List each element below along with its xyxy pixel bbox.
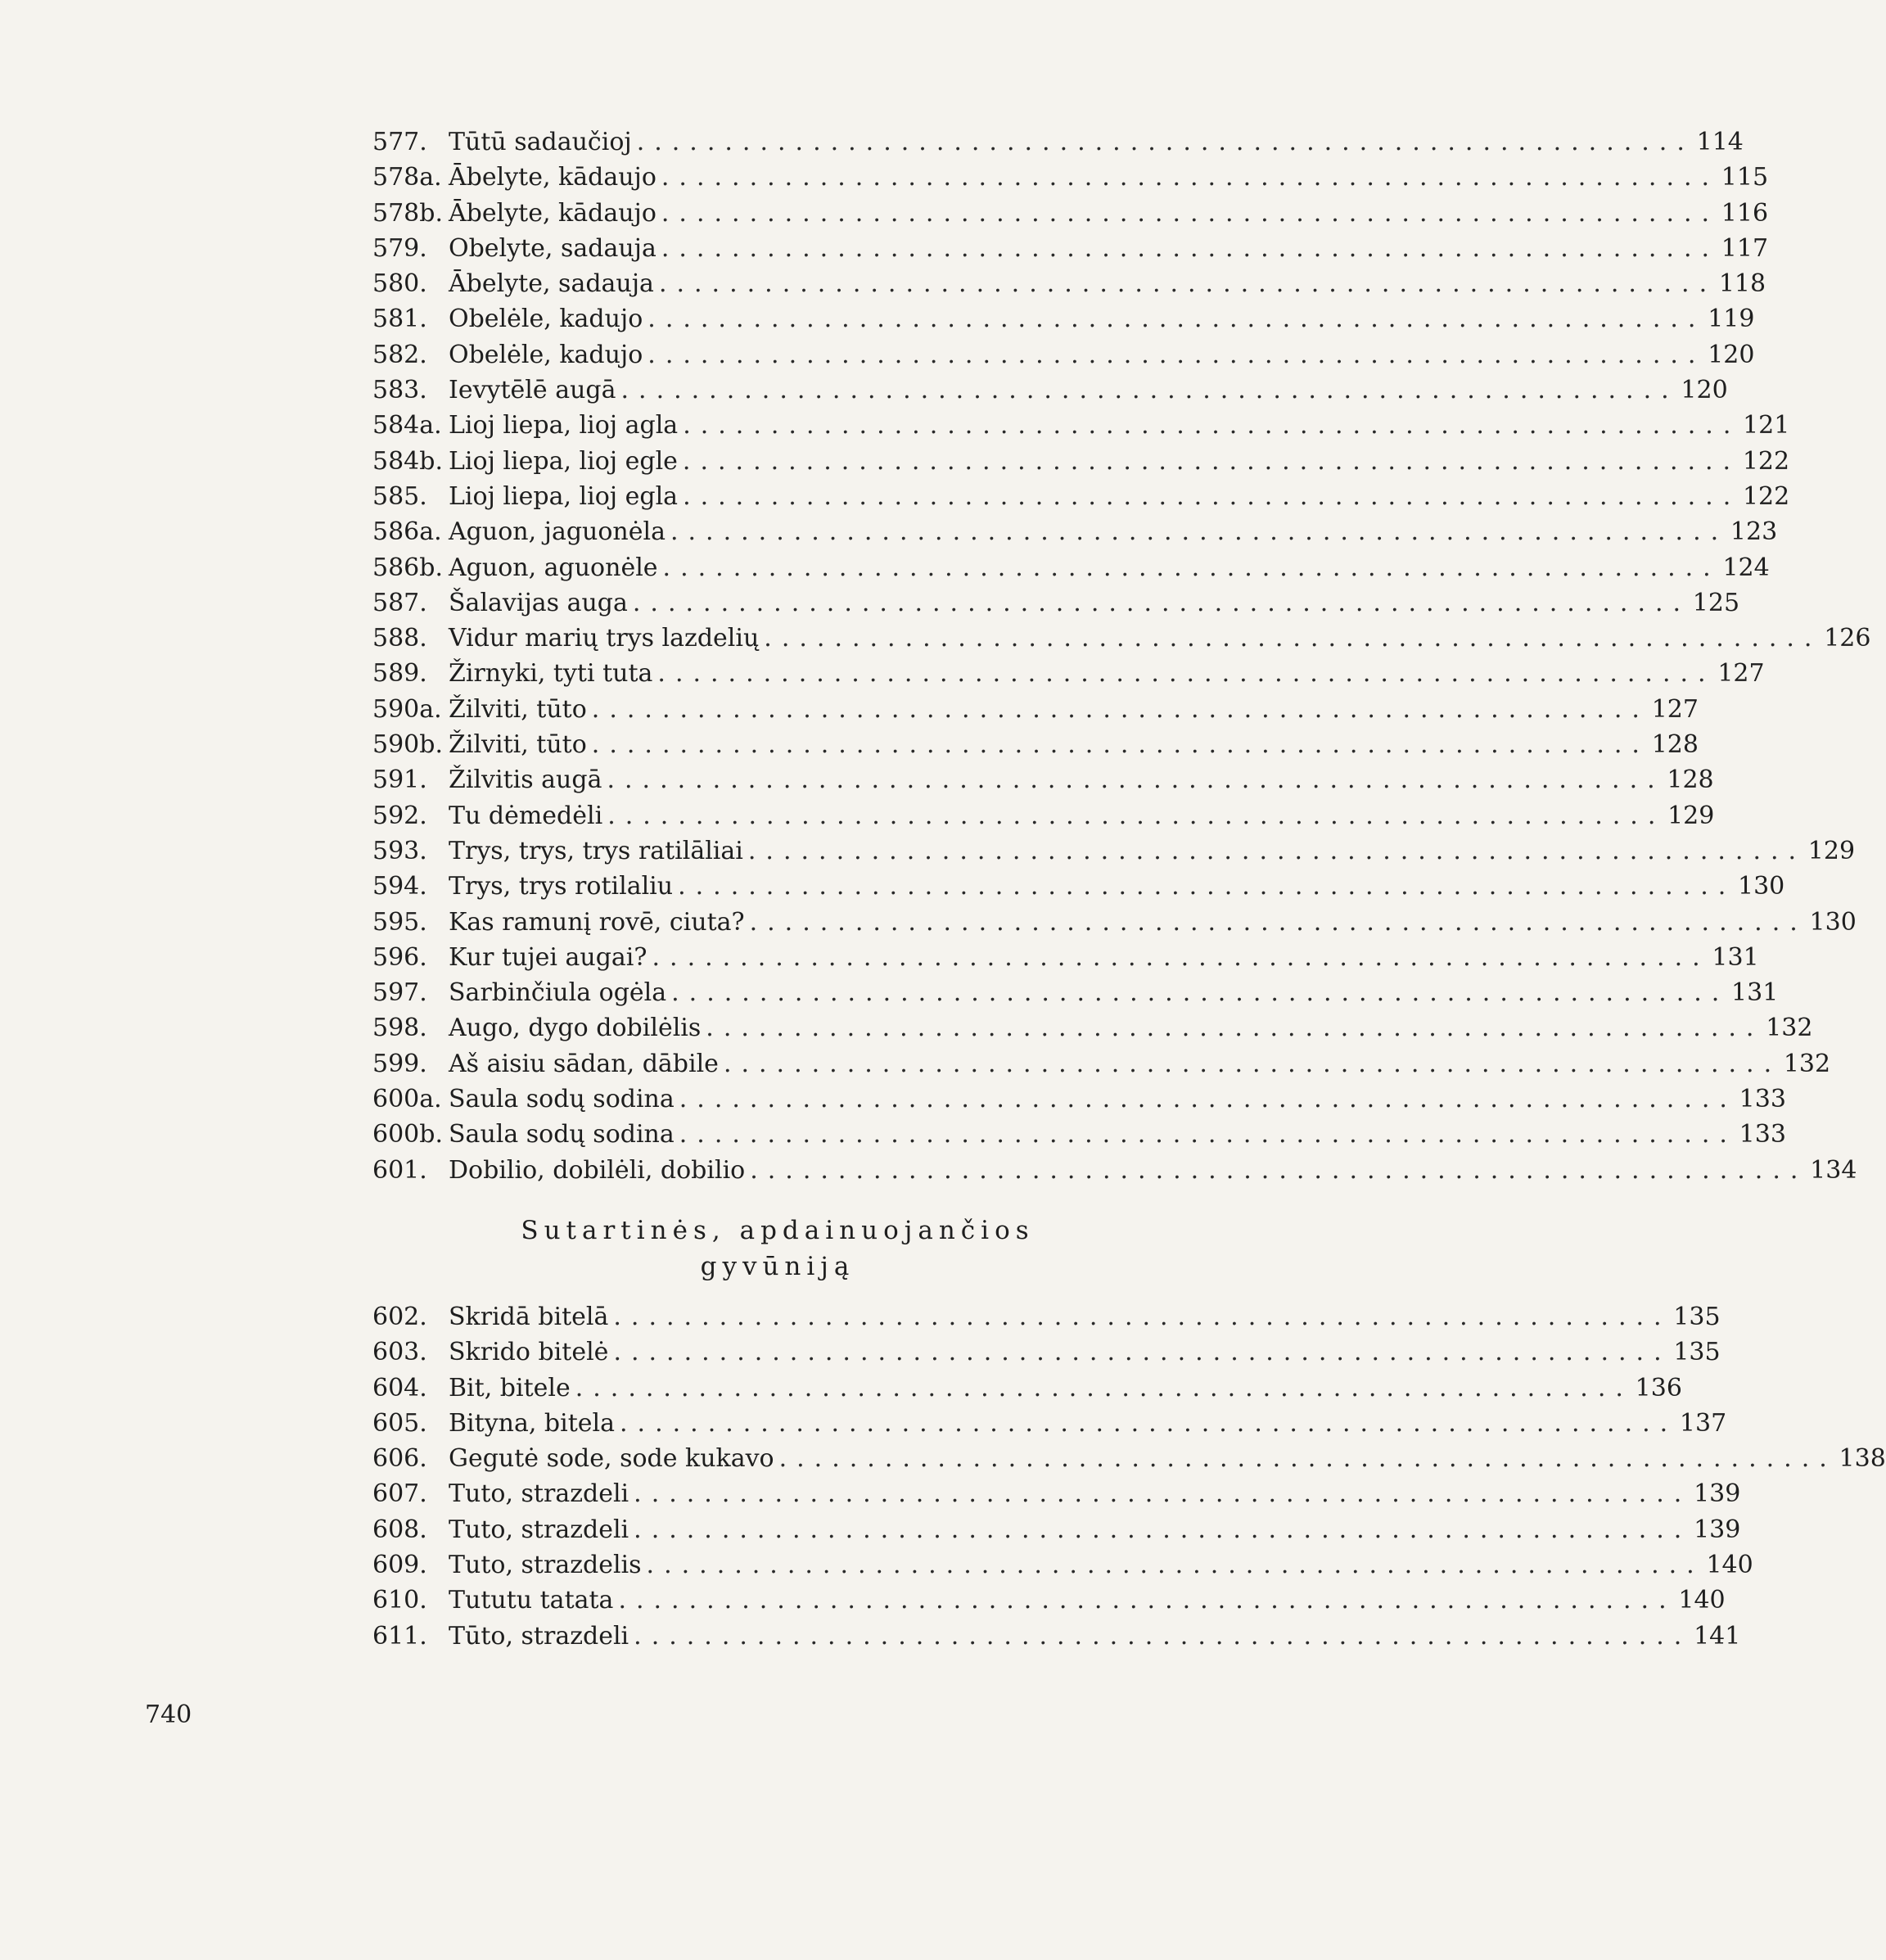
entry-number: 578a. xyxy=(372,163,442,192)
entry-page-number: 127 xyxy=(1651,694,1699,724)
entry-number: 604. xyxy=(372,1373,427,1402)
toc-entry xyxy=(372,1117,1786,1152)
entry-number: 608. xyxy=(372,1515,427,1544)
dot-leader: ............................................................ xyxy=(658,269,1717,299)
toc-entry xyxy=(372,373,1728,408)
entry-page-number: 121 xyxy=(1743,411,1790,440)
dot-leader: ............................................................ xyxy=(723,1049,1782,1078)
entry-title: Obelyte, sadauja xyxy=(449,233,656,263)
toc-entry xyxy=(372,1583,1726,1618)
entry-page-number: 115 xyxy=(1721,163,1769,192)
entry-number: 581. xyxy=(372,305,427,334)
entry-number: 602. xyxy=(372,1302,427,1331)
toc-entry xyxy=(372,975,1779,1010)
toc-entry xyxy=(372,656,1765,691)
entry-page-number: 133 xyxy=(1739,1120,1786,1149)
entry-number: 584a. xyxy=(372,411,442,440)
entry-number: 587. xyxy=(372,588,427,617)
dot-leader: ............................................................ xyxy=(634,1515,1692,1544)
dot-leader: ............................................................ xyxy=(778,1444,1837,1474)
toc-entry xyxy=(372,1299,1721,1335)
entry-page-number: 119 xyxy=(1708,305,1755,334)
entry-title: Lioj liepa, lioj egle xyxy=(449,446,678,476)
entry-title: Kur tujei augai? xyxy=(449,942,647,972)
entry-page-number: 139 xyxy=(1694,1479,1741,1509)
entry-title: Tuto, strazdelis xyxy=(449,1550,642,1579)
entry-page-number: 114 xyxy=(1696,128,1744,156)
entry-number: 578b. xyxy=(372,198,444,228)
dot-leader: ............................................................ xyxy=(661,233,1720,263)
entry-title: Aguon, jaguonėla xyxy=(449,517,666,547)
dot-leader: ............................................................ xyxy=(679,1120,1737,1149)
dot-leader: ............................................................ xyxy=(678,872,1736,901)
dot-leader: ............................................................ xyxy=(607,765,1665,795)
entry-title: Bityna, bitela xyxy=(449,1408,616,1438)
toc-entry xyxy=(372,1441,1886,1476)
entry-page-number: 137 xyxy=(1679,1408,1727,1438)
page-number: 740 xyxy=(145,1700,192,1729)
dot-leader: ............................................................ xyxy=(764,624,1822,653)
entry-page-number: 120 xyxy=(1681,376,1728,405)
dot-leader: ............................................................ xyxy=(750,1155,1808,1185)
entry-page-number: 134 xyxy=(1810,1155,1857,1185)
entry-number: 597. xyxy=(372,978,427,1008)
entry-page-number: 131 xyxy=(1712,942,1759,972)
entry-number: 591. xyxy=(372,765,427,795)
toc-entry xyxy=(372,1547,1753,1583)
entry-number: 580. xyxy=(372,269,427,299)
toc-entry xyxy=(372,1619,1741,1654)
dot-leader: ............................................................ xyxy=(607,801,1666,830)
toc-entry xyxy=(372,1046,1831,1082)
entry-title: Saula sodų sodina xyxy=(449,1120,675,1149)
entry-number: 583. xyxy=(372,376,427,405)
entry-number: 600b. xyxy=(372,1120,444,1149)
entry-page-number: 123 xyxy=(1730,517,1778,547)
entry-title: Tututu tatata xyxy=(449,1586,614,1615)
entry-page-number: 130 xyxy=(1809,907,1857,937)
entry-title: Ievytēlē augā xyxy=(449,376,616,405)
entry-title: Obelėle, kadujo xyxy=(449,305,643,334)
entry-page-number: 132 xyxy=(1766,1014,1813,1043)
entry-title: Aguon, aguonėle xyxy=(449,553,658,582)
entry-title: Žilviti, tūto xyxy=(449,694,587,724)
dot-leader: ............................................................ xyxy=(661,198,1720,228)
entry-page-number: 116 xyxy=(1721,198,1769,228)
dot-leader: ............................................................ xyxy=(671,978,1730,1008)
dot-leader: ............................................................ xyxy=(575,1373,1633,1402)
entry-page-number: 140 xyxy=(1678,1586,1726,1615)
entry-page-number: 127 xyxy=(1717,659,1765,689)
toc-entry xyxy=(372,408,1790,443)
toc-entry xyxy=(372,231,1769,266)
entry-title: Dobilio, dobilėli, dobilio xyxy=(449,1155,746,1185)
entry-title: Lioj liepa, lioj egla xyxy=(449,481,679,511)
entry-title: Skridā bitelā xyxy=(449,1302,609,1331)
toc-entry xyxy=(372,762,1714,797)
entry-page-number: 129 xyxy=(1807,836,1856,865)
entry-page-number: 122 xyxy=(1742,481,1790,511)
entry-title: Ābelyte, kādaujo xyxy=(449,198,656,228)
entry-page-number: 133 xyxy=(1739,1085,1786,1114)
dot-leader: ............................................................ xyxy=(620,1408,1678,1438)
entry-page-number: 130 xyxy=(1738,872,1785,901)
toc-entry xyxy=(372,124,1744,160)
entry-number: 593. xyxy=(372,836,427,865)
dot-leader: ............................................................ xyxy=(634,1621,1692,1651)
toc-entry xyxy=(372,585,1740,621)
entry-number: 606. xyxy=(372,1444,427,1474)
toc-list-part2 xyxy=(372,1299,1886,1654)
dot-leader: ............................................................ xyxy=(613,1302,1672,1331)
dot-leader: ............................................................ xyxy=(662,553,1721,582)
dot-leader: ............................................................ xyxy=(679,1085,1737,1114)
dot-leader: ............................................................ xyxy=(652,942,1710,972)
toc-entry xyxy=(372,160,1769,195)
dot-leader: ............................................................ xyxy=(661,163,1720,192)
entry-page-number: 135 xyxy=(1673,1302,1721,1331)
toc-entry xyxy=(372,727,1699,762)
entry-page-number: 128 xyxy=(1667,765,1714,795)
entry-number: 599. xyxy=(372,1049,427,1078)
entry-title: Žilvitis augā xyxy=(449,765,602,795)
toc-entry xyxy=(372,869,1785,904)
entry-number: 595. xyxy=(372,907,427,937)
toc-entry xyxy=(372,514,1778,549)
section-heading-line1: Sutartinės, apdainuojančios xyxy=(521,1215,1035,1245)
dot-leader: ............................................................ xyxy=(620,376,1679,405)
entry-number: 598. xyxy=(372,1014,427,1043)
entry-page-number: 120 xyxy=(1708,340,1755,369)
dot-leader: ............................................................ xyxy=(706,1014,1764,1043)
entry-title: Tuto, strazdeli xyxy=(449,1479,629,1509)
entry-number: 586b. xyxy=(372,553,444,582)
dot-leader: ............................................................ xyxy=(670,517,1729,547)
entry-page-number: 117 xyxy=(1721,233,1769,263)
toc-entry xyxy=(372,266,1766,301)
entry-title: Tuto, strazdeli xyxy=(449,1515,629,1544)
toc-entry xyxy=(372,196,1769,231)
dot-leader: ............................................................ xyxy=(591,730,1649,760)
entry-page-number: 138 xyxy=(1839,1444,1886,1474)
entry-number: 596. xyxy=(372,942,427,972)
dot-leader: ............................................................ xyxy=(618,1586,1676,1615)
entry-page-number: 131 xyxy=(1731,978,1779,1008)
dot-leader: ............................................................ xyxy=(682,446,1741,476)
entry-page-number: 135 xyxy=(1673,1338,1721,1367)
entry-number: 594. xyxy=(372,872,427,901)
dot-leader: ............................................................ xyxy=(613,1338,1672,1367)
entry-title: Saula sodų sodina xyxy=(449,1085,675,1114)
toc-entry xyxy=(372,1010,1813,1045)
entry-title: Gegutė sode, sode kukavo xyxy=(449,1444,774,1474)
toc-entry xyxy=(372,621,1871,656)
entry-number: 601. xyxy=(372,1155,427,1185)
dot-leader: ............................................................ xyxy=(646,1550,1704,1579)
toc-entry xyxy=(372,1335,1721,1370)
toc-entry xyxy=(372,444,1790,479)
entry-title: Aš aisiu sādan, dābile xyxy=(449,1049,719,1078)
dot-leader: ............................................................ xyxy=(647,305,1706,334)
entry-number: 577. xyxy=(372,128,427,156)
entry-title: Augo, dygo dobilėlis xyxy=(449,1014,702,1043)
entry-title: Žirnyki, tyti tuta xyxy=(449,659,653,689)
toc-entry xyxy=(372,1371,1682,1406)
entry-page-number: 141 xyxy=(1694,1621,1741,1651)
dot-leader: ............................................................ xyxy=(632,588,1691,617)
toc-entry xyxy=(372,940,1759,975)
entry-page-number: 126 xyxy=(1824,624,1871,653)
section-heading xyxy=(389,1213,1166,1285)
entry-page-number: 125 xyxy=(1692,588,1740,617)
entry-number: 609. xyxy=(372,1550,427,1579)
entry-number: 603. xyxy=(372,1338,427,1367)
entry-number: 592. xyxy=(372,801,427,830)
toc-list-part1 xyxy=(372,124,1871,1188)
dot-leader: ............................................................ xyxy=(591,694,1649,724)
entry-title: Obelėle, kadujo xyxy=(449,340,643,369)
entry-page-number: 124 xyxy=(1722,553,1770,582)
entry-number: 589. xyxy=(372,659,427,689)
entry-title: Šalavijas auga xyxy=(449,588,628,617)
entry-number: 586a. xyxy=(372,517,442,547)
toc-entry xyxy=(372,1153,1857,1188)
dot-leader: ............................................................ xyxy=(657,659,1716,689)
entry-page-number: 140 xyxy=(1706,1550,1753,1579)
entry-title: Trys, trys, trys ratilāliai xyxy=(449,836,743,865)
entry-page-number: 132 xyxy=(1783,1049,1831,1078)
entry-title: Trys, trys rotilaliu xyxy=(449,872,674,901)
toc-entry xyxy=(372,479,1790,514)
entry-page-number: 139 xyxy=(1694,1515,1741,1544)
entry-number: 611. xyxy=(372,1621,427,1651)
entry-title: Tūto, strazdeli xyxy=(449,1621,629,1651)
entry-page-number: 129 xyxy=(1667,801,1715,830)
dot-leader: ............................................................ xyxy=(749,907,1807,937)
toc-entry xyxy=(372,1512,1741,1547)
dot-leader: ............................................................ xyxy=(683,411,1741,440)
entry-title: Lioj liepa, lioj agla xyxy=(449,411,679,440)
toc-entry xyxy=(372,550,1770,585)
entry-title: Sarbinčiula ogėla xyxy=(449,978,667,1008)
entry-title: Bit, bitele xyxy=(449,1373,571,1402)
entry-number: 607. xyxy=(372,1479,427,1509)
entry-number: 582. xyxy=(372,340,427,369)
dot-leader: ............................................................ xyxy=(647,340,1706,369)
toc-entry xyxy=(372,833,1856,869)
entry-number: 579. xyxy=(372,233,427,263)
entry-number: 585. xyxy=(372,481,427,511)
table-of-contents xyxy=(372,124,1886,1654)
entry-title: Ābelyte, kādaujo xyxy=(449,163,656,192)
entry-page-number: 118 xyxy=(1718,269,1766,299)
toc-entry xyxy=(372,337,1755,373)
entry-page-number: 136 xyxy=(1635,1373,1682,1402)
entry-number: 610. xyxy=(372,1586,427,1615)
dot-leader: ............................................................ xyxy=(636,128,1694,156)
entry-number: 600a. xyxy=(372,1085,442,1114)
entry-title: Žilviti, tūto xyxy=(449,730,587,760)
entry-title: Tūtū sadaučioj xyxy=(449,128,632,156)
entry-page-number: 122 xyxy=(1742,446,1790,476)
dot-leader: ............................................................ xyxy=(683,481,1741,511)
toc-entry xyxy=(372,301,1755,336)
dot-leader: ............................................................ xyxy=(747,836,1807,865)
toc-entry xyxy=(372,692,1699,727)
section-heading-line2: gyvūniją xyxy=(700,1251,855,1281)
entry-number: 588. xyxy=(372,624,427,653)
entry-page-number: 128 xyxy=(1651,730,1699,760)
toc-entry xyxy=(372,905,1857,940)
entry-title: Tu dėmedėli xyxy=(449,801,603,830)
toc-entry xyxy=(372,798,1715,833)
toc-entry xyxy=(372,1082,1786,1117)
entry-title: Kas ramunį rovē, ciuta? xyxy=(449,907,745,937)
entry-title: Ābelyte, sadauja xyxy=(449,269,654,299)
entry-title: Vidur marių trys lazdelių xyxy=(449,624,760,653)
entry-number: 584b. xyxy=(372,446,444,476)
toc-entry xyxy=(372,1476,1741,1511)
entry-title: Skrido bitelė xyxy=(449,1338,609,1367)
entry-number: 605. xyxy=(372,1408,427,1438)
entry-number: 590b. xyxy=(372,730,444,760)
toc-entry xyxy=(372,1406,1727,1441)
entry-number: 590a. xyxy=(372,694,442,724)
dot-leader: ............................................................ xyxy=(634,1479,1692,1509)
